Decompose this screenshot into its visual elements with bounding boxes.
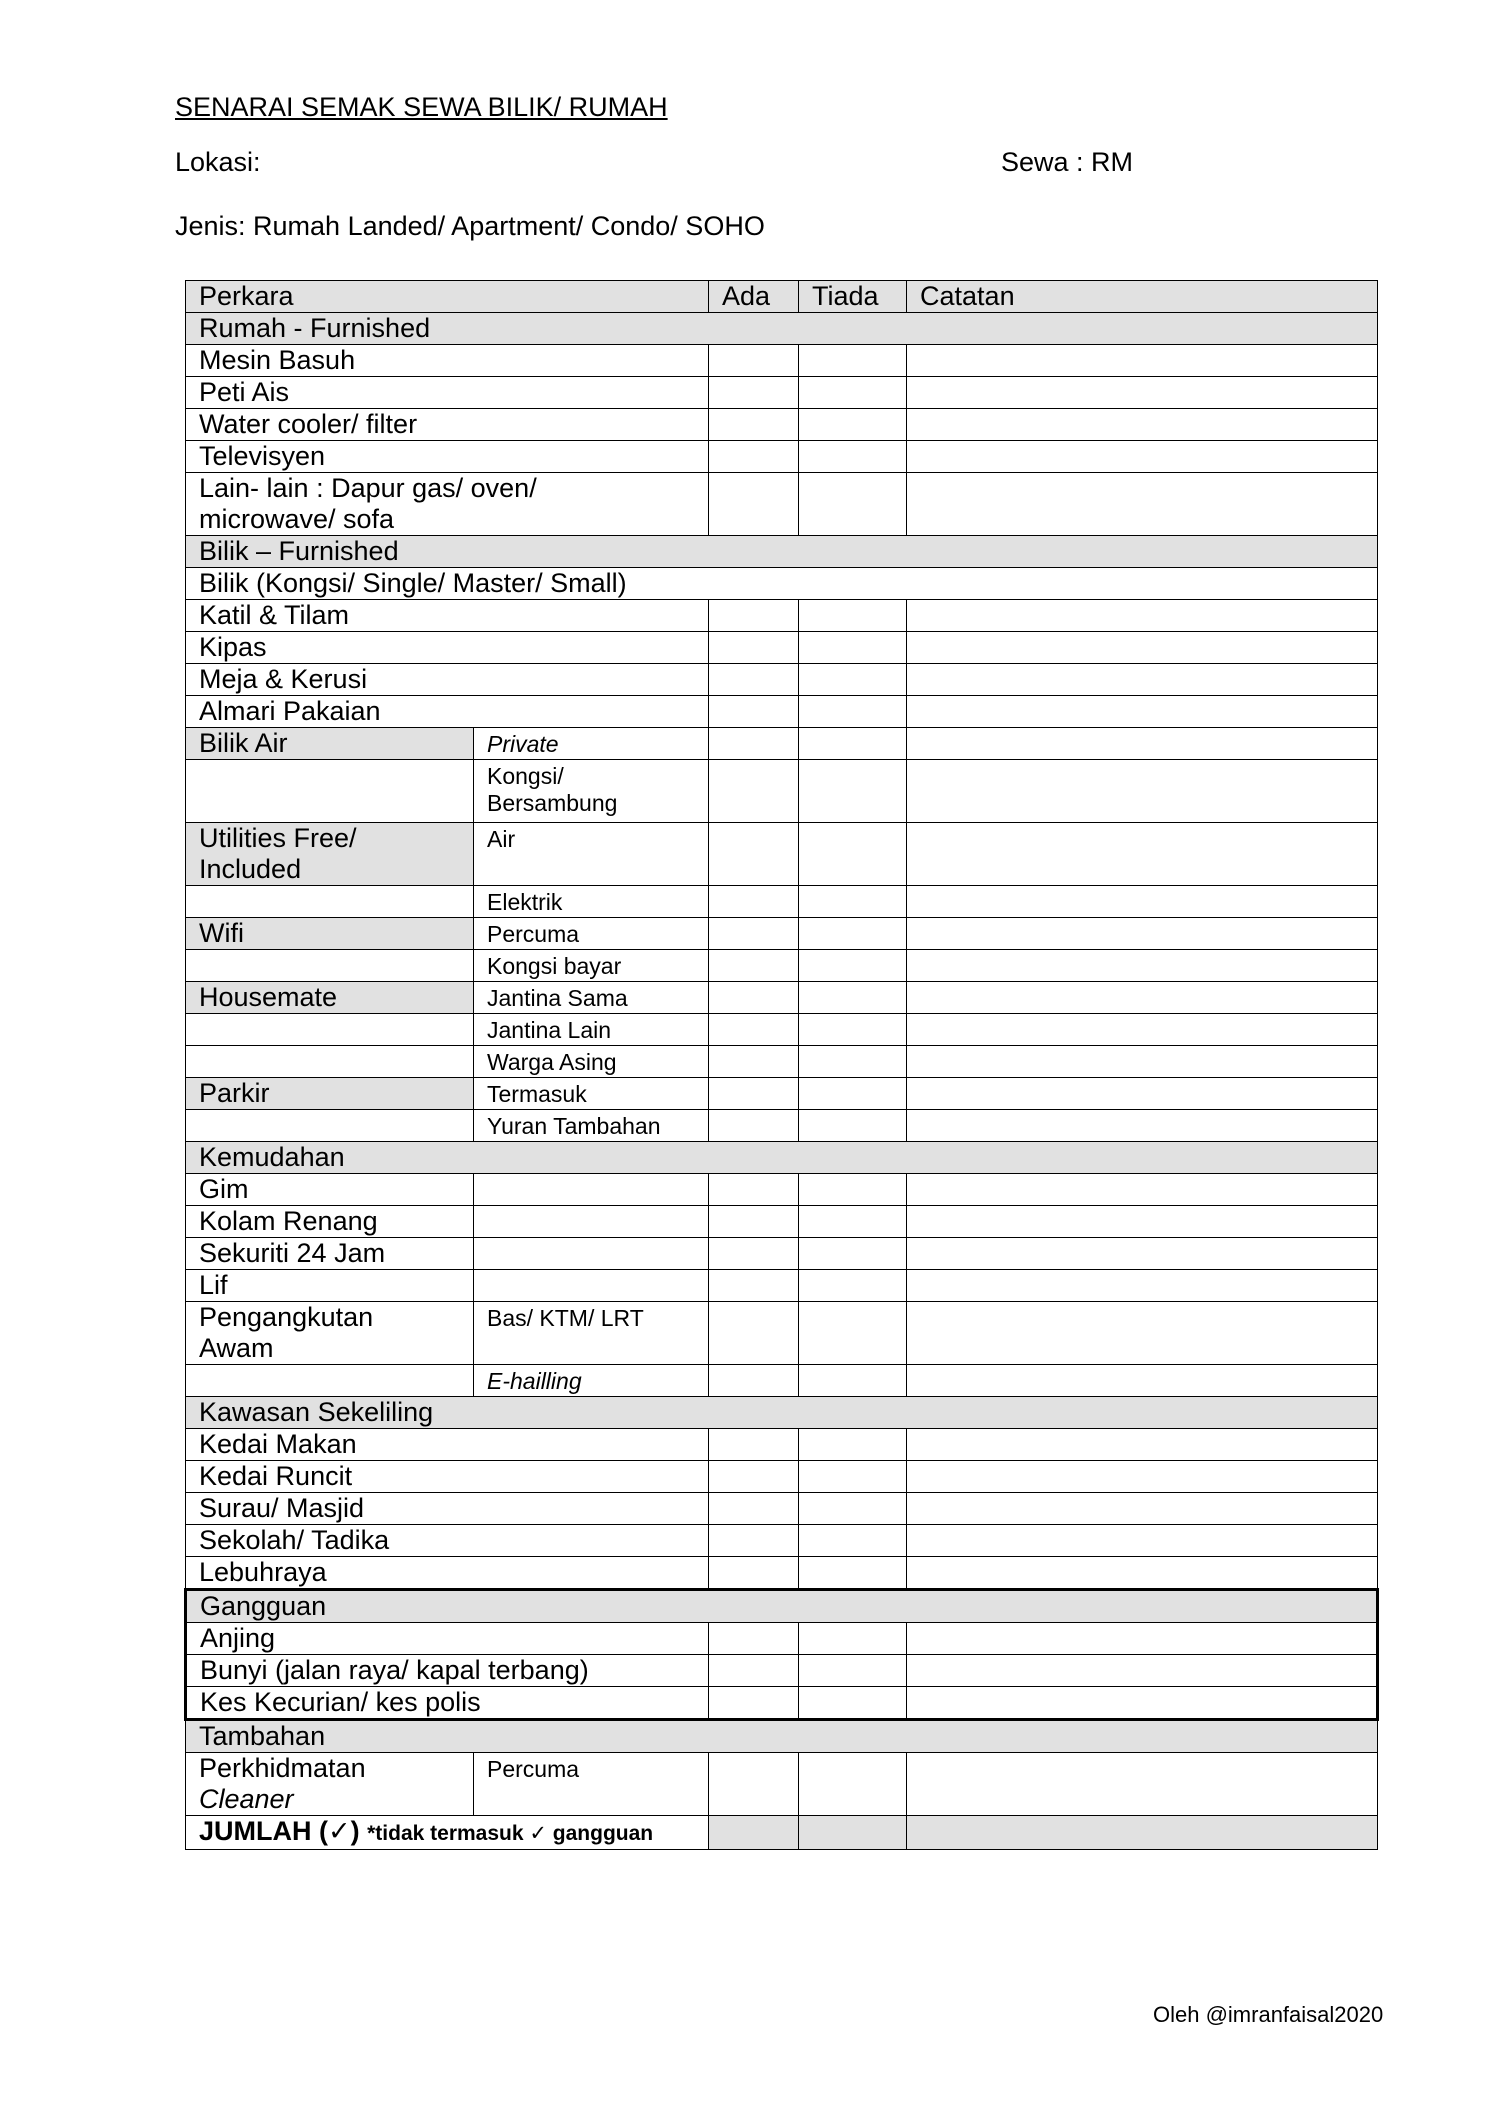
catatan-cell[interactable] [907,886,1378,918]
ada-cell[interactable] [709,409,799,441]
group-label-bilik-air: Bilik Air [186,728,474,760]
item-label: Mesin Basuh [186,345,709,377]
item-label: Meja & Kerusi [186,664,709,696]
item-label: Kipas [186,632,709,664]
item-label: Kedai Runcit [186,1461,709,1493]
catatan-cell[interactable] [907,1753,1378,1816]
tiada-cell[interactable] [799,1014,907,1046]
table-row [186,1174,1378,1206]
item-label-line1: Perkhidmatan [199,1753,366,1783]
ada-cell[interactable] [709,600,799,632]
table-row [186,823,1378,886]
catatan-cell[interactable] [907,1174,1378,1206]
table-row [186,345,1378,377]
table-row [186,918,1378,950]
catatan-cell[interactable] [907,1110,1378,1142]
ada-cell[interactable] [709,696,799,728]
section-tambahan: Tambahan [186,1720,1378,1753]
ada-cell[interactable] [709,1046,799,1078]
catatan-cell[interactable] [907,696,1378,728]
jumlah-label: JUMLAH (✓) [199,1816,360,1846]
catatan-cell[interactable] [907,1623,1378,1655]
ada-cell[interactable] [709,1623,799,1655]
tiada-cell[interactable] [799,728,907,760]
ada-cell[interactable] [709,1302,799,1365]
section-gangguan: Gangguan [186,1590,1378,1623]
table-row [186,950,1378,982]
option-label: Termasuk [474,1078,709,1110]
item-label: Kolam Renang [186,1206,474,1238]
table-row [186,1461,1378,1493]
item-label: Televisyen [186,441,709,473]
table-row [186,1429,1378,1461]
jumlah-tiada-cell[interactable] [799,1816,907,1850]
section-rumah: Rumah - Furnished [186,313,1378,345]
header-tiada: Tiada [799,281,907,313]
ada-cell[interactable] [709,473,799,536]
tiada-cell[interactable] [799,696,907,728]
catatan-cell[interactable] [907,1493,1378,1525]
table-row [186,1687,1378,1720]
group-label-empty [186,950,474,982]
catatan-cell[interactable] [907,1557,1378,1590]
option-label: Jantina Sama [474,982,709,1014]
section-row [186,1720,1378,1753]
jumlah-ada-cell[interactable] [709,1816,799,1850]
ada-cell[interactable] [709,1557,799,1590]
tiada-cell[interactable] [799,1270,907,1302]
catatan-cell[interactable] [907,1238,1378,1270]
option-label-line2: Bersambung [487,790,618,816]
item-label: Kes Kecurian/ kes polis [186,1687,709,1720]
table-row [186,1557,1378,1590]
table-row [186,409,1378,441]
tiada-cell[interactable] [799,600,907,632]
catatan-cell[interactable] [907,473,1378,536]
ada-cell[interactable] [709,918,799,950]
ada-cell[interactable] [709,1078,799,1110]
jumlah-label-cell [186,1816,709,1850]
table-row [186,1302,1378,1365]
jumlah-note: *tidak termasuk ✓ gangguan [367,1822,654,1845]
ada-cell[interactable] [709,1461,799,1493]
catatan-cell[interactable] [907,982,1378,1014]
catatan-cell[interactable] [907,345,1378,377]
option-label: Private [474,728,709,760]
tiada-cell[interactable] [799,918,907,950]
ada-cell[interactable] [709,1110,799,1142]
item-label: Kedai Makan [186,1429,709,1461]
catatan-cell[interactable] [907,1302,1378,1365]
ada-cell[interactable] [709,1655,799,1687]
table-row [186,1493,1378,1525]
tiada-cell[interactable] [799,1174,907,1206]
table-row [186,1753,1378,1816]
table-row [186,1078,1378,1110]
footer-credit: Oleh @imranfaisal2020 [1153,2002,1384,2027]
item-label: Sekolah/ Tadika [186,1525,709,1557]
header-perkara: Perkara [186,281,709,313]
group-label-housemate: Housemate [186,982,474,1014]
ada-cell[interactable] [709,823,799,886]
table-row [186,441,1378,473]
ada-cell[interactable] [709,1365,799,1397]
ada-cell[interactable] [709,950,799,982]
ada-cell[interactable] [709,1206,799,1238]
option-label: Jantina Lain [474,1014,709,1046]
group-label-empty [186,886,474,918]
ada-cell[interactable] [709,1429,799,1461]
ada-cell[interactable] [709,886,799,918]
table-row [186,1206,1378,1238]
ada-cell[interactable] [709,1525,799,1557]
tiada-cell[interactable] [799,1623,907,1655]
table-row [186,1655,1378,1687]
tiada-cell[interactable] [799,473,907,536]
item-label: Anjing [186,1623,709,1655]
tiada-cell[interactable] [799,409,907,441]
section-row [186,313,1378,345]
option-label: Bas/ KTM/ LRT [474,1302,709,1365]
tiada-cell[interactable] [799,664,907,696]
catatan-cell[interactable] [907,441,1378,473]
item-label-line2: Awam [199,1333,274,1363]
checklist-table [184,280,1379,1850]
catatan-cell[interactable] [907,1078,1378,1110]
section-row [186,1142,1378,1174]
table-row [186,696,1378,728]
option-label: Elektrik [474,886,709,918]
ada-cell[interactable] [709,1174,799,1206]
ada-cell[interactable] [709,1493,799,1525]
table-row [186,1525,1378,1557]
ada-cell[interactable] [709,1238,799,1270]
ada-cell[interactable] [709,982,799,1014]
tiada-cell[interactable] [799,345,907,377]
item-label: Katil & Tilam [186,600,709,632]
item-label: Bunyi (jalan raya/ kapal terbang) [186,1655,709,1687]
item-label [186,473,709,536]
catatan-cell[interactable] [907,1046,1378,1078]
catatan-cell[interactable] [907,1655,1378,1687]
item-label: Bilik (Kongsi/ Single/ Master/ Small) [186,568,1378,600]
catatan-cell[interactable] [907,823,1378,886]
jumlah-catatan-cell[interactable] [907,1816,1378,1850]
catatan-cell[interactable] [907,1206,1378,1238]
option-label [474,1238,709,1270]
option-label [474,1174,709,1206]
table-header-row [186,281,1378,313]
table-row [186,664,1378,696]
catatan-cell[interactable] [907,1525,1378,1557]
table-row [186,982,1378,1014]
option-label: Percuma [474,1753,709,1816]
table-row [186,1270,1378,1302]
tiada-cell[interactable] [799,1078,907,1110]
tiada-cell[interactable] [799,950,907,982]
catatan-cell[interactable] [907,1461,1378,1493]
catatan-cell[interactable] [907,664,1378,696]
page-title: SENARAI SEMAK SEWA BILIK/ RUMAH [175,92,668,122]
table-row [186,600,1378,632]
tiada-cell[interactable] [799,1753,907,1816]
table-row [186,886,1378,918]
tiada-cell[interactable] [799,1525,907,1557]
ada-cell[interactable] [709,1014,799,1046]
item-label-line1: Lain- lain : Dapur gas/ oven/ [199,473,537,503]
table-row [186,473,1378,536]
item-label [186,1302,474,1365]
ada-cell[interactable] [709,1687,799,1720]
header-ada: Ada [709,281,799,313]
item-label: Gim [186,1174,474,1206]
table-row [186,377,1378,409]
table-row [186,568,1378,600]
option-label: Percuma [474,918,709,950]
table-row [186,1238,1378,1270]
tiada-cell[interactable] [799,1238,907,1270]
catatan-cell[interactable] [907,760,1378,823]
tiada-cell[interactable] [799,377,907,409]
group-label-line2: Included [199,854,302,884]
option-label: E-hailling [474,1365,709,1397]
table-row [186,760,1378,823]
option-label: Warga Asing [474,1046,709,1078]
option-label [474,1270,709,1302]
tiada-cell[interactable] [799,1557,907,1590]
header-catatan: Catatan [907,281,1378,313]
group-label-parkir: Parkir [186,1078,474,1110]
catatan-cell[interactable] [907,632,1378,664]
table-row [186,1365,1378,1397]
item-label: Sekuriti 24 Jam [186,1238,474,1270]
section-row [186,1397,1378,1429]
group-label-empty [186,760,474,823]
ada-cell[interactable] [709,345,799,377]
section-row [186,1590,1378,1623]
group-label-line1: Utilities Free/ [199,823,357,853]
catatan-cell[interactable] [907,728,1378,760]
group-label-empty [186,1014,474,1046]
tiada-cell[interactable] [799,1046,907,1078]
tiada-cell[interactable] [799,441,907,473]
jumlah-row [186,1816,1378,1850]
tiada-cell[interactable] [799,1493,907,1525]
tiada-cell[interactable] [799,1365,907,1397]
item-label-line2: microwave/ sofa [199,504,395,534]
item-label [186,1753,474,1816]
tiada-cell[interactable] [799,1461,907,1493]
catatan-cell[interactable] [907,1014,1378,1046]
tiada-cell[interactable] [799,886,907,918]
group-label-empty [186,1365,474,1397]
catatan-cell[interactable] [907,377,1378,409]
group-label-wifi: Wifi [186,918,474,950]
section-kawasan: Kawasan Sekeliling [186,1397,1378,1429]
table-row [186,632,1378,664]
item-label-line1: Pengangkutan [199,1302,374,1332]
option-label: Yuran Tambahan [474,1110,709,1142]
ada-cell[interactable] [709,1753,799,1816]
tiada-cell[interactable] [799,982,907,1014]
table-row [186,728,1378,760]
catatan-cell[interactable] [907,950,1378,982]
catatan-cell[interactable] [907,409,1378,441]
tiada-cell[interactable] [799,1302,907,1365]
ada-cell[interactable] [709,377,799,409]
item-label: Lebuhraya [186,1557,709,1590]
group-label-empty [186,1046,474,1078]
item-label: Surau/ Masjid [186,1493,709,1525]
lokasi-label: Lokasi: [175,147,261,177]
tiada-cell[interactable] [799,823,907,886]
table-row [186,1014,1378,1046]
catatan-cell[interactable] [907,918,1378,950]
ada-cell[interactable] [709,728,799,760]
item-label: Peti Ais [186,377,709,409]
item-label: Lif [186,1270,474,1302]
jenis-label: Jenis: Rumah Landed/ Apartment/ Condo/ SOHO [175,211,765,241]
option-label [474,760,709,823]
catatan-cell[interactable] [907,1429,1378,1461]
sewa-label: Sewa : RM [1001,147,1134,177]
section-kemudahan: Kemudahan [186,1142,1378,1174]
ada-cell[interactable] [709,441,799,473]
tiada-cell[interactable] [799,1655,907,1687]
catatan-cell[interactable] [907,600,1378,632]
section-bilik: Bilik – Furnished [186,536,1378,568]
group-label-empty [186,1110,474,1142]
ada-cell[interactable] [709,760,799,823]
table-row [186,1623,1378,1655]
tiada-cell[interactable] [799,632,907,664]
catatan-cell[interactable] [907,1687,1378,1720]
item-label-line2: Cleaner [199,1784,294,1814]
tiada-cell[interactable] [799,1110,907,1142]
catatan-cell[interactable] [907,1270,1378,1302]
item-label: Almari Pakaian [186,696,709,728]
group-label-utilities [186,823,474,886]
tiada-cell[interactable] [799,1429,907,1461]
table-row [186,1046,1378,1078]
tiada-cell[interactable] [799,1206,907,1238]
option-label [474,1206,709,1238]
tiada-cell[interactable] [799,1687,907,1720]
option-label: Kongsi bayar [474,950,709,982]
catatan-cell[interactable] [907,1365,1378,1397]
table-row [186,1110,1378,1142]
ada-cell[interactable] [709,664,799,696]
ada-cell[interactable] [709,1270,799,1302]
section-row [186,536,1378,568]
option-label: Air [474,823,709,886]
ada-cell[interactable] [709,632,799,664]
option-label-line1: Kongsi/ [487,763,564,789]
item-label: Water cooler/ filter [186,409,709,441]
tiada-cell[interactable] [799,760,907,823]
